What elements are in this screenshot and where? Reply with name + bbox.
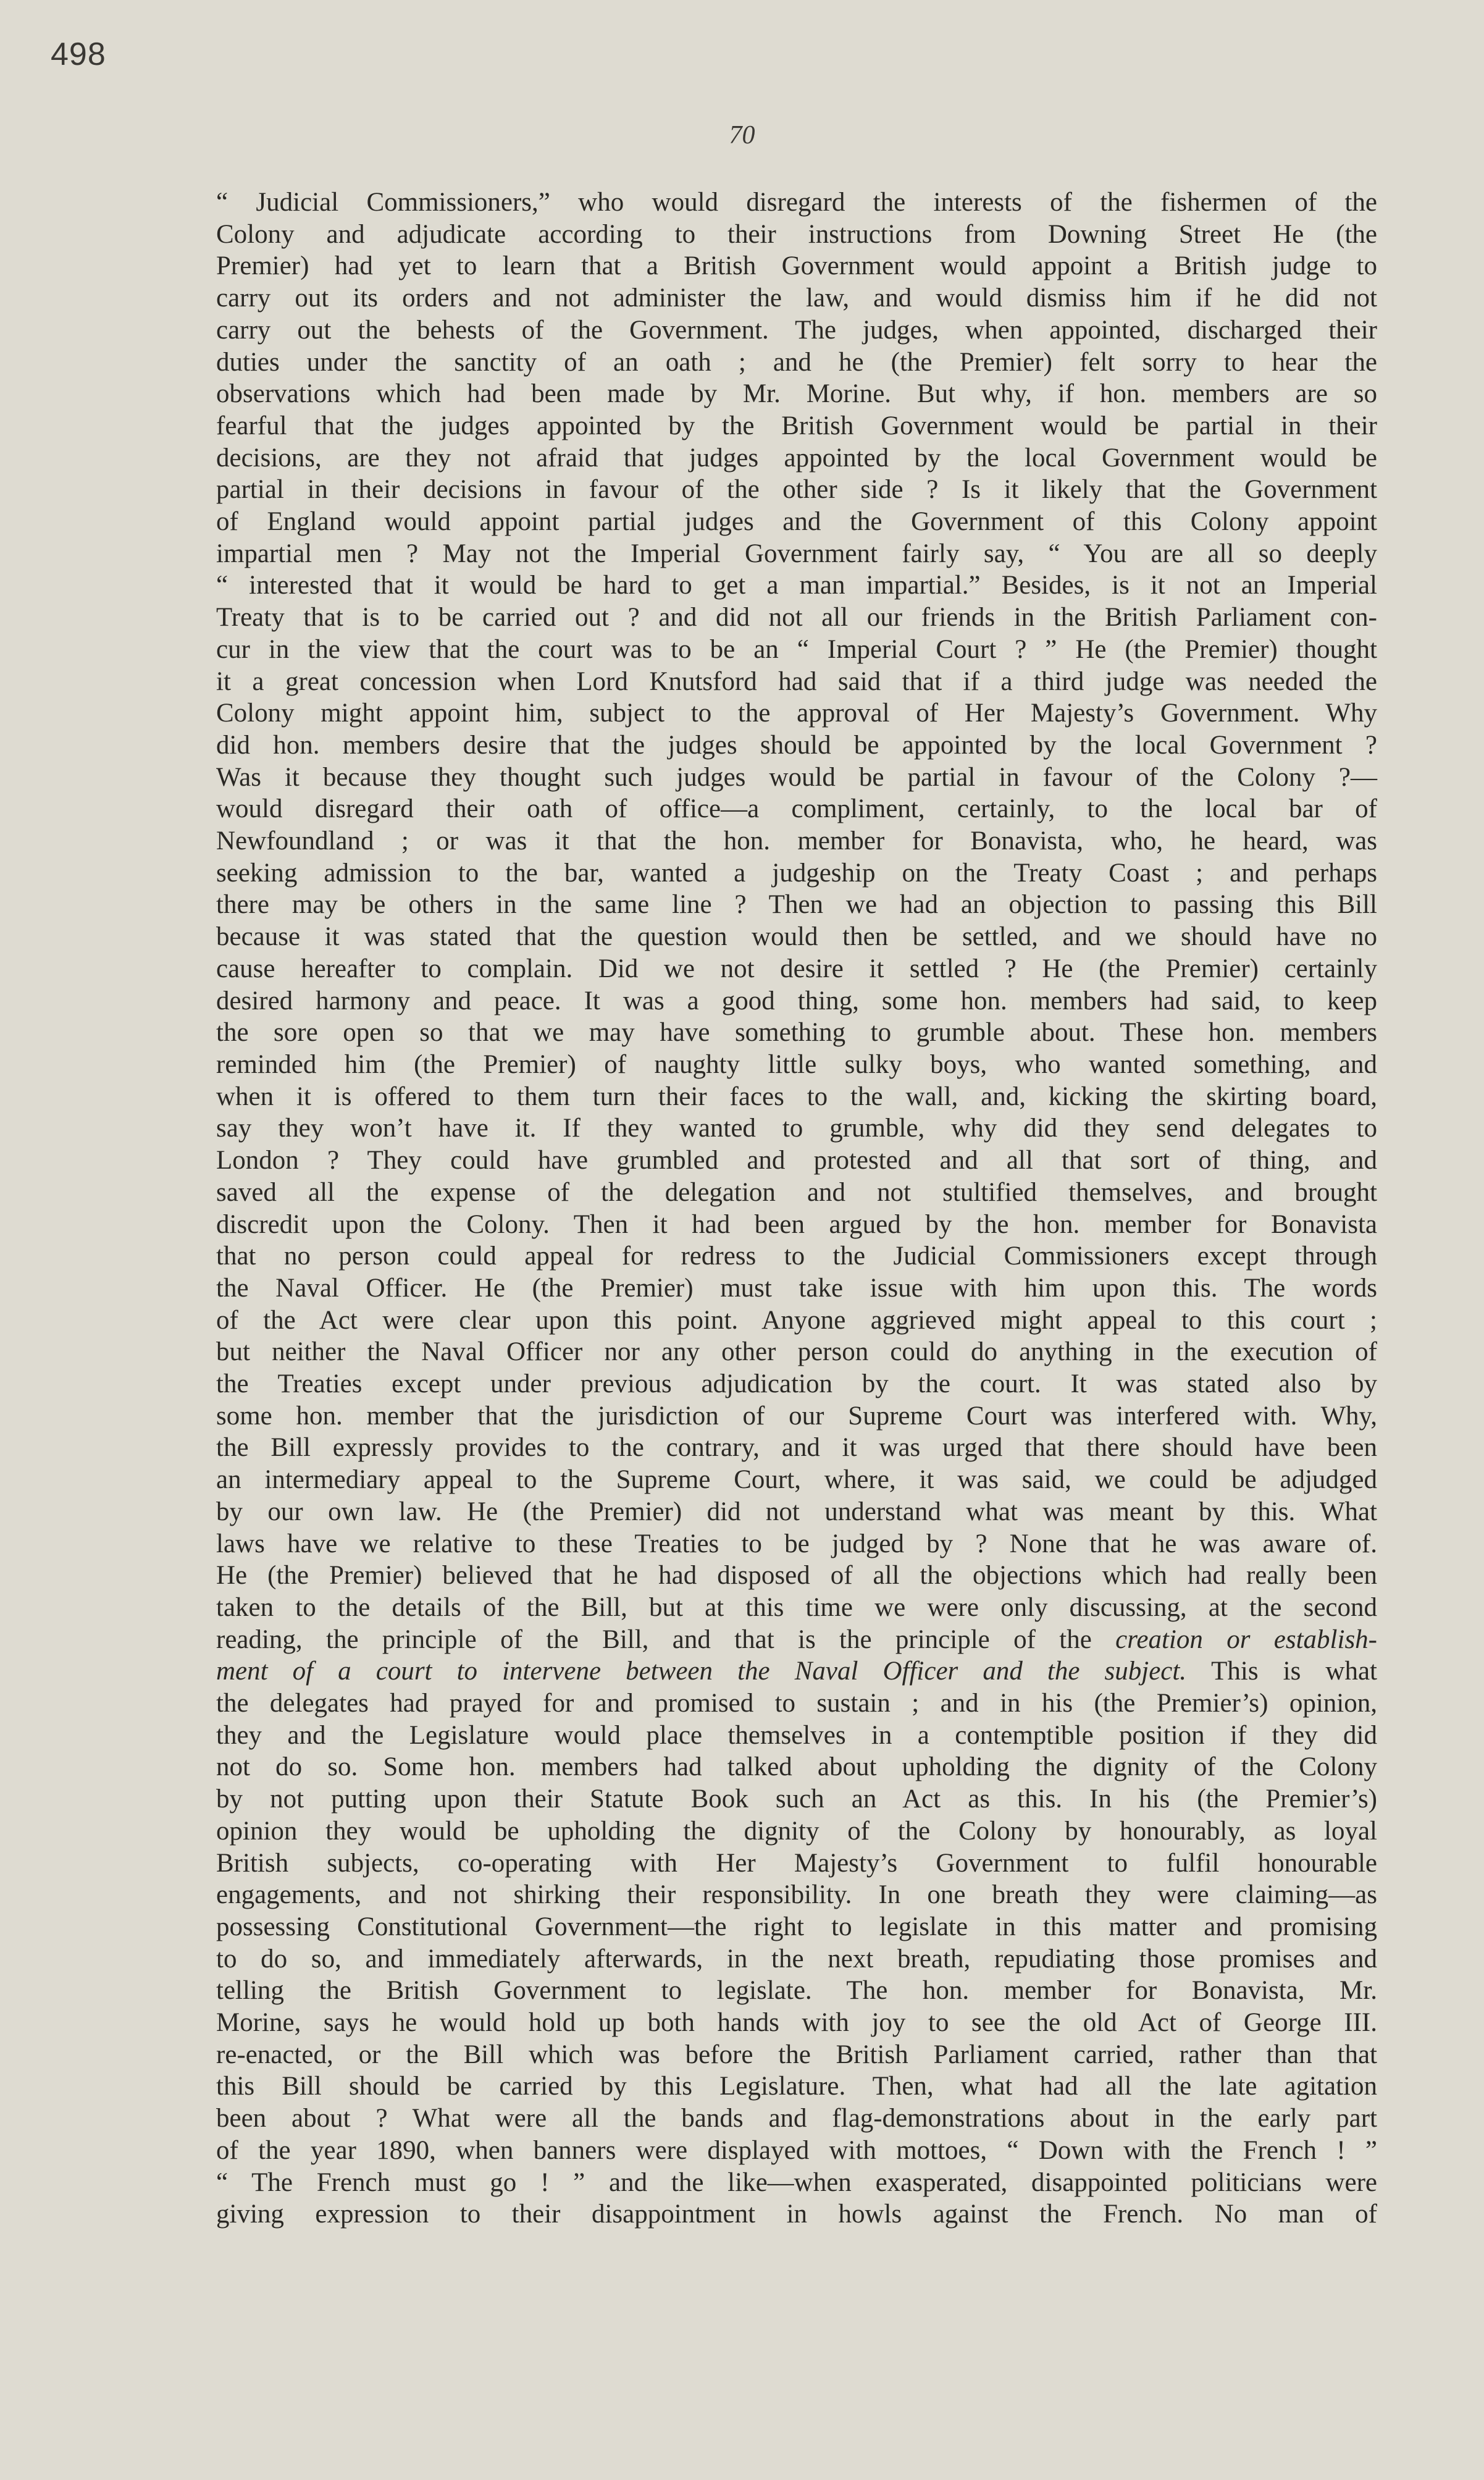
text-line: duties under the sanctity of an oath ; and he (the Premier) felt sorry to hear the: [216, 347, 1377, 377]
text-line: been about ? What were all the bands and flag-demonstrations about in the early part: [216, 2104, 1377, 2133]
text-line: reminded him (the Premier) of naughty little sulky boys, who wanted something, and: [216, 1049, 1377, 1079]
text-line: Premier) had yet to learn that a British Government would appoint a British judge to: [216, 251, 1377, 281]
text-line: carry out the behests of the Government. The judges, when appointed, discharged their: [216, 315, 1377, 345]
text-line: Colony might appoint him, subject to the approval of Her Majesty’s Government. Why: [216, 699, 1377, 728]
text-line: “ Judicial Commissioners,” who would disregard the interests of the fishermen of the: [216, 188, 1377, 217]
text-line: desired harmony and peace. It was a good thing, some hon. members had said, to keep: [216, 986, 1377, 1015]
text-line: of the Act were clear upon this point. Anyone aggrieved might appeal to this court ;: [216, 1305, 1377, 1335]
text-line: when it is offered to them turn their faces to the wall, and, kicking the skirting board,: [216, 1082, 1377, 1111]
text-line: opinion they would be upholding the dignity of the Colony by honourably, as loyal: [216, 1816, 1377, 1846]
italic-segment: creation or establish-: [1115, 1625, 1377, 1654]
text-line: taken to the details of the Bill, but at this time we were only discussing, at the second: [216, 1592, 1377, 1622]
text-line: this Bill should be carried by this Legislature. Then, what had all the late agitation: [216, 2072, 1377, 2101]
text-line: “ interested that it would be hard to get a man impartial.” Besides, is it not an Imperial: [216, 571, 1377, 600]
text-line: the Naval Officer. He (the Premier) must take issue with him upon this. The words: [216, 1273, 1377, 1303]
text-line: giving expression to their disappointment in howls against the French. No man of: [216, 2200, 1377, 2229]
text-line: seeking admission to the bar, wanted a judgeship on the Treaty Coast ; and perhaps: [216, 858, 1377, 888]
text-line: partial in their decisions in favour of the other side ? Is it likely that the Government: [216, 475, 1377, 505]
text-line: “ The French must go ! ” and the like—when exasperated, disappointed politicians were: [216, 2167, 1377, 2197]
text-line-with-italic: [216, 1624, 1377, 1656]
text-line: an intermediary appeal to the Supreme Court, where, it was said, we could be adjudged: [216, 1465, 1377, 1495]
text-line: fearful that the judges appointed by the British Government would be partial in their: [216, 411, 1377, 440]
text-line: there may be others in the same line ? Then we had an objection to passing this Bill: [216, 890, 1377, 920]
text-line: possessing Constitutional Government—the right to legislate in this matter and promising: [216, 1912, 1377, 1941]
text-line: cause hereafter to complain. Did we not desire it settled ? He (the Premier) certainly: [216, 954, 1377, 983]
text-line: say they won’t have it. If they wanted to grumble, why did they send delegates to: [216, 1114, 1377, 1143]
text-line: did hon. members desire that the judges should be appointed by the local Government ?: [216, 730, 1377, 760]
text-line: engagements, and not shirking their responsibility. In one breath they were claiming—as: [216, 1880, 1377, 1910]
text-line: by our own law. He (the Premier) did not understand what was meant by this. What: [216, 1497, 1377, 1526]
text-line: not do so. Some hon. members had talked about upholding the dignity of the Colony: [216, 1752, 1377, 1782]
text-line: British subjects, co-operating with Her Majesty’s Government to fulfil honourable: [216, 1848, 1377, 1878]
text-line: cur in the view that the court was to be an “ Imperial Court ? ” He (the Premier) thought: [216, 634, 1377, 664]
text-line: some hon. member that the jurisdiction of our Supreme Court was interfered with. Why,: [216, 1401, 1377, 1431]
text-line: saved all the expense of the delegation and not stultified themselves, and brought: [216, 1177, 1377, 1207]
text-line: the Bill expressly provides to the contrary, and it was urged that there should have been: [216, 1433, 1377, 1463]
text-line: it a great concession when Lord Knutsford had said that if a third judge was needed the: [216, 666, 1377, 696]
text-line: to do so, and immediately afterwards, in the next breath, repudiating those promises and: [216, 1944, 1377, 1973]
text-line: Morine, says he would hold up both hands with joy to see the old Act of George III.: [216, 2008, 1377, 2038]
text-line: He (the Premier) believed that he had disposed of all the objections which had really been: [216, 1561, 1377, 1591]
page-number: 70: [729, 121, 755, 149]
text-line: Treaty that is to be carried out ? and did not all our friends in the British Parliament con-: [216, 603, 1377, 633]
text-line: telling the British Government to legislate. The hon. member for Bonavista, Mr.: [216, 1976, 1377, 2006]
text-line: Newfoundland ; or was it that the hon. member for Bonavista, who, he heard, was: [216, 826, 1377, 856]
text-line-with-italic: [216, 1655, 1377, 1688]
text-line: decisions, are they not afraid that judges appointed by the local Government would be: [216, 443, 1377, 473]
text-line: London ? They could have grumbled and protested and all that sort of thing, and: [216, 1146, 1377, 1175]
text-line: that no person could appeal for redress to the Judicial Commissioners except through: [216, 1242, 1377, 1271]
text-line: Colony and adjudicate according to their instructions from Downing Street He (the: [216, 219, 1377, 249]
italic-segment: ment of a court to intervene between the Naval Officer and the subject.: [216, 1657, 1212, 1686]
body-text: [216, 187, 1377, 2230]
text-line: by not putting upon their Statute Book such an Act as this. In his (the Premier’s): [216, 1784, 1377, 1814]
text-line: because it was stated that the question would then be settled, and we should have no: [216, 922, 1377, 952]
text-segment: This is what: [1211, 1657, 1377, 1686]
text-line: the Treaties except under previous adjudication by the court. It was stated also by: [216, 1369, 1377, 1399]
text-line: laws have we relative to these Treaties to be judged by ? None that he was aware of.: [216, 1529, 1377, 1558]
text-segment: reading, the principle of the Bill, and that is the principle of the: [216, 1625, 1116, 1654]
margin-page-number: 498: [51, 36, 106, 72]
text-line: but neither the Naval Officer nor any other person could do anything in the execution of: [216, 1337, 1377, 1367]
text-line: would disregard their oath of office—a compliment, certainly, to the local bar of: [216, 794, 1377, 824]
text-line: carry out its orders and not administer the law, and would dismiss him if he did not: [216, 284, 1377, 313]
text-line: discredit upon the Colony. Then it had been argued by the hon. member for Bonavista: [216, 1209, 1377, 1239]
text-line: impartial men ? May not the Imperial Government fairly say, “ You are all so deeply: [216, 539, 1377, 568]
text-line: observations which had been made by Mr. Morine. But why, if hon. members are so: [216, 379, 1377, 409]
text-line: re-enacted, or the Bill which was before the British Parliament carried, rather than that: [216, 2040, 1377, 2069]
text-line: of the year 1890, when banners were displayed with mottoes, “ Down with the French ! ”: [216, 2135, 1377, 2165]
text-line: the sore open so that we may have something to grumble about. These hon. members: [216, 1018, 1377, 1048]
text-line: the delegates had prayed for and promised to sustain ; and in his (the Premier’s) opinion,: [216, 1689, 1377, 1718]
text-line: of England would appoint partial judges and the Government of this Colony appoint: [216, 507, 1377, 537]
text-line: Was it because they thought such judges would be partial in favour of the Colony ?—: [216, 762, 1377, 792]
text-line: they and the Legislature would place themselves in a contemptible position if they did: [216, 1720, 1377, 1750]
